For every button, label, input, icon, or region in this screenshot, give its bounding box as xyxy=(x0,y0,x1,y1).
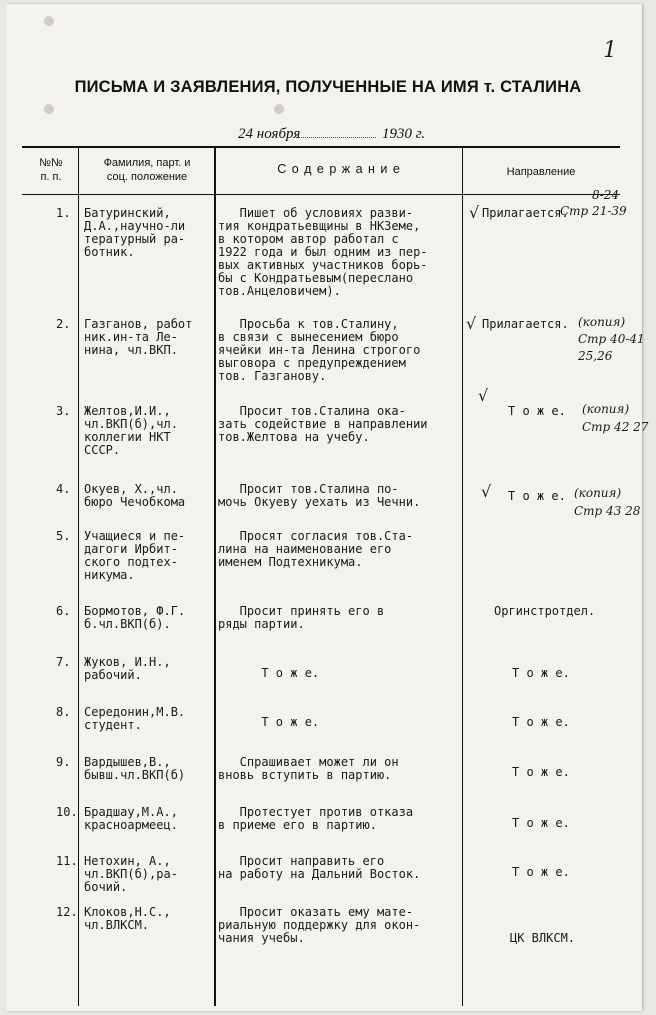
row-num: 5. xyxy=(56,529,71,543)
row-content: Пишет об условиях разви- тия кондратьевщины в НКЗеме, в котором автор работал с 1922 года и был одним из пер- вых активных участников борь- бы с Кондратьевым(переслано тов.Анцеловичем). xyxy=(218,206,428,298)
row-content: Просит тов.Сталина по- мочь Окуеву уехать из Чечни. xyxy=(218,482,421,509)
row-name: Окуев, Х.,чл. бюро Чечобкома xyxy=(84,482,186,509)
row-content: Протестует против отказа в приеме его в партию. xyxy=(218,805,414,832)
punch-hole xyxy=(44,16,54,26)
row-name: Бормотов, Ф.Г. б.чл.ВКП(б). xyxy=(84,604,186,631)
handwritten-note: Стр 21-39 xyxy=(560,204,627,218)
check-mark-icon: √ xyxy=(466,314,477,333)
row-content: Просят согласия тов.Ста- лина на наименование его именем Подтехникума. xyxy=(218,529,414,569)
row-content: Просит направить его на работу на Дальний Восток. xyxy=(218,854,421,881)
header-bottom-rule xyxy=(22,194,620,195)
header-direction: Направление xyxy=(506,166,576,178)
row-num: 3. xyxy=(56,404,71,418)
row-num: 11. xyxy=(56,854,78,868)
row-name: Учащиеся и пе- дагоги Ирбит- ского подтех- никума. xyxy=(84,529,186,582)
date-dotted-line xyxy=(296,137,376,138)
check-mark-icon: √ xyxy=(469,203,480,222)
row-name: Жуков, И.Н., рабочий. xyxy=(84,655,171,682)
page-title: ПИСЬМА И ЗАЯВЛЕНИЯ, ПОЛУЧЕННЫЕ НА ИМЯ т. СТАЛИНА xyxy=(74,78,582,96)
handwritten-note: 8-24 xyxy=(592,188,619,202)
date-day-month: 24 ноября xyxy=(238,126,301,142)
row-name: Вардышев,В., бывш.чл.ВКП(б) xyxy=(84,755,186,782)
row-name: Брадшау,М.А., красноармеец. xyxy=(84,805,178,832)
row-direction: Прилагается. xyxy=(482,317,569,331)
row-num: 8. xyxy=(56,705,71,719)
row-direction: Т о ж е. xyxy=(512,865,570,879)
row-direction: Т о ж е. xyxy=(508,404,566,418)
check-mark-icon: √ xyxy=(478,386,489,405)
header-name: Фамилия, парт. и соц. положение xyxy=(103,157,191,183)
row-name: Середонин,М.В. студент. xyxy=(84,705,186,732)
row-num: 10. xyxy=(56,805,78,819)
row-name: Нетохин, А., чл.ВКП(б),ра- бочий. xyxy=(84,854,178,894)
row-num: 12. xyxy=(56,905,78,919)
row-num: 4. xyxy=(56,482,71,496)
row-direction: Т о ж е. xyxy=(512,816,570,830)
column-divider xyxy=(214,148,216,1006)
handwritten-note: (копия) Стр 42 27 xyxy=(582,402,649,434)
handwritten-note: (копия) Стр 40-41 25,26 xyxy=(578,315,645,363)
check-mark-icon: √ xyxy=(481,482,492,501)
row-content: Просит принять его в ряды партии. xyxy=(218,604,385,631)
handwritten-note: (копия) Стр 43 28 xyxy=(574,486,641,518)
header-num: №№ п. п. xyxy=(39,157,63,183)
row-name: Клоков,Н.С., чл.ВЛКСМ. xyxy=(84,905,171,932)
row-num: 9. xyxy=(56,755,71,769)
punch-hole xyxy=(44,104,54,114)
row-num: 1. xyxy=(56,206,71,220)
row-direction: Прилагается. xyxy=(482,206,569,220)
table-top-rule xyxy=(22,146,620,148)
row-direction: Т о ж е. xyxy=(512,666,570,680)
row-direction: Т о ж е. xyxy=(508,489,566,503)
row-content: Просьба к тов.Сталину, в связи с вынесением бюро ячейки ин-та Ленина строгого выговора с предупреждением тов. Газганову. xyxy=(218,317,421,383)
row-name: Желтов,И.И., чл.ВКП(б),чл. коллегии НКТ СССР. xyxy=(84,404,178,457)
row-direction: Оргинстротдел. xyxy=(494,604,596,618)
page-number: 1 xyxy=(603,38,617,63)
row-num: 6. xyxy=(56,604,71,618)
row-content: Т о ж е. xyxy=(218,715,320,729)
row-direction: Т о ж е. xyxy=(512,765,570,779)
row-direction: ЦК ВЛКСМ. xyxy=(510,931,576,945)
row-name: Батуринский, Д.А.,научно-ли тературный ра- ботник. xyxy=(84,206,186,259)
row-content: Т о ж е. xyxy=(218,666,320,680)
column-divider xyxy=(78,148,79,1006)
header-content: С о д е р ж а н и е xyxy=(277,162,401,176)
row-direction: Т о ж е. xyxy=(512,715,570,729)
date-year: 1930 г. xyxy=(382,126,426,142)
row-num: 7. xyxy=(56,655,71,669)
row-content: Просит оказать ему мате- риальную поддержку для окон- чания учебы. xyxy=(218,905,421,945)
column-divider xyxy=(462,148,463,1006)
row-num: 2. xyxy=(56,317,71,331)
row-name: Газганов, работ ник.ин-та Ле- нина, чл.ВКП. xyxy=(84,317,193,357)
row-content: Просит тов.Сталина ока- зать содействие в направлении тов.Желтова на учебу. xyxy=(218,404,428,444)
row-content: Спрашивает может ли он вновь вступить в партию. xyxy=(218,755,399,782)
punch-hole xyxy=(274,104,284,114)
